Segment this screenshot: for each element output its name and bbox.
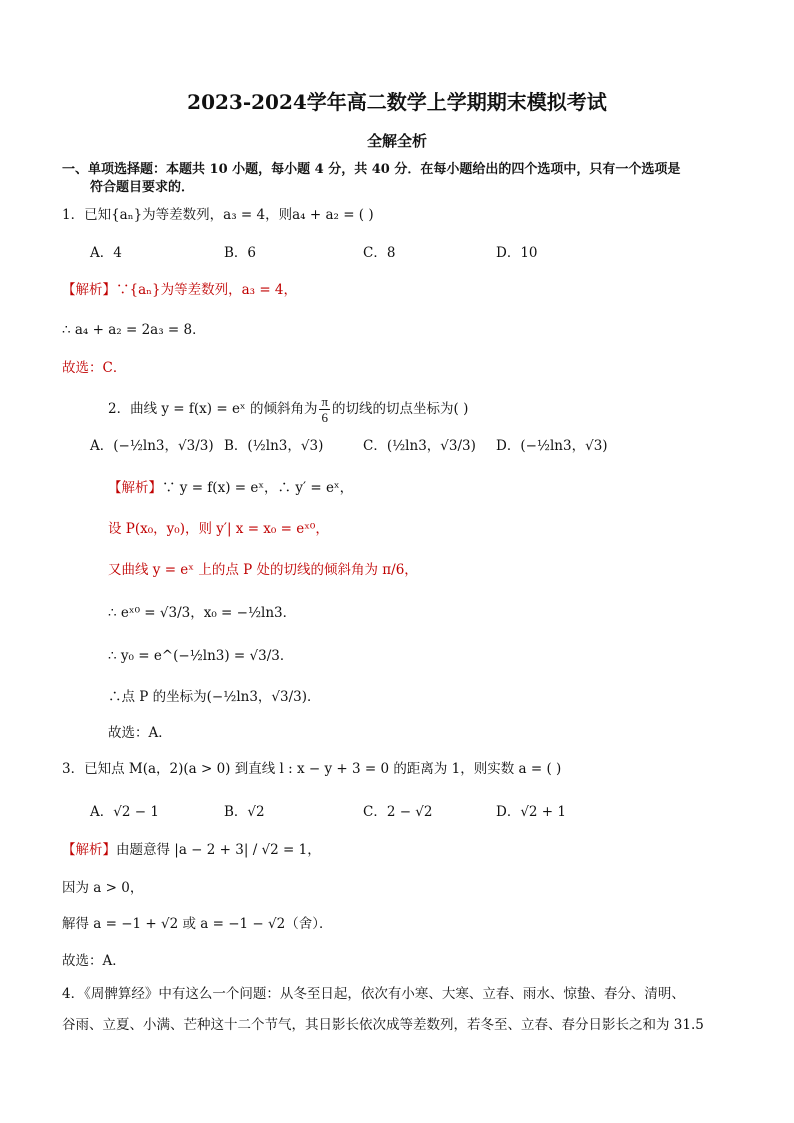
q3-option-d: D．√2 + 1 — [496, 804, 566, 820]
q2-line4: ∴ eˣ⁰ = √3/3，x₀ = −½ln3． — [108, 605, 297, 621]
q4-line2: 谷雨、立夏、小满、芒种这十二个节气，其日影长依次成等差数列，若冬至、立春、春分日影长之和为 31.5 — [62, 1017, 704, 1033]
q3-line3: 解得 a = −1 + √2 或 a = −1 − √2（舍）． — [62, 916, 333, 932]
fraction-numerator: π — [321, 394, 329, 409]
q2-stem-a: 2．曲线 y = f(x) = eˣ 的倾斜角为 — [108, 401, 318, 417]
q2-option-a: A．(−½ln3，√3/3) — [90, 438, 214, 454]
q1-option-c: C．8 — [363, 245, 396, 261]
analysis-text: ∵ y = f(x) = eˣ，∴ y′ = eˣ， — [162, 480, 354, 496]
page-title: 2023-2024学年高二数学上学期期末模拟考试 — [187, 90, 607, 114]
q3-option-a: A．√2 − 1 — [90, 804, 159, 820]
q2-answer: 故选：A． — [108, 725, 172, 741]
analysis-text: 由题意得 |a − 2 + 3| / √2 = 1， — [116, 842, 321, 858]
q3-option-b: B．√2 — [224, 804, 265, 820]
q2-stem-b: 的切线的切点坐标为( ) — [332, 401, 469, 417]
q1-option-b: B．6 — [224, 245, 257, 261]
q3-option-c: C．2 − √2 — [363, 804, 433, 820]
q2-analysis — [108, 479, 353, 497]
q1-answer: 故选：C． — [62, 360, 127, 376]
page-subtitle: 全解全析 — [366, 132, 427, 150]
q2-option-c: C．(½ln3，√3/3) — [363, 438, 476, 454]
q2-stem — [108, 394, 468, 425]
q1-stem: 1．已知{aₙ}为等差数列，a₃ = 4，则a₄ + a₂ = ( ) — [62, 207, 374, 223]
q1-analysis — [62, 281, 297, 299]
section-heading: 一、单项选择题：本题共 10 小题，每小题 4 分，共 40 分．在每小题给出的四个选项中，只有一个选项是 — [62, 162, 681, 177]
analysis-tag: 【解析】 — [108, 480, 162, 496]
q2-stem-fraction — [319, 394, 330, 425]
analysis-tag: 【解析】 — [62, 282, 116, 298]
q2-option-d: D．(−½ln3，√3) — [496, 438, 608, 454]
q2-line2: 设 P(x₀，y₀)，则 y′| x = x₀ = eˣ⁰， — [108, 521, 329, 537]
q3-stem: 3．已知点 M(a，2)(a > 0) 到直线 l : x − y + 3 = 0 的距离为 1，则实数 a = ( ) — [62, 761, 562, 777]
q3-analysis — [62, 841, 321, 859]
q1-option-d: D．10 — [496, 245, 538, 261]
q2-line6: ∴点 P 的坐标为(−½ln3，√3/3)． — [108, 689, 321, 705]
q3-answer: 故选：A． — [62, 953, 126, 969]
q1-option-a: A．4 — [90, 245, 122, 261]
analysis-tag: 【解析】 — [62, 842, 116, 858]
q4-line1: 4．《周髀算经》中有这么一个问题：从冬至日起，依次有小寒、大寒、立春、雨水、惊蛰、春分、清明、 — [62, 986, 685, 1002]
section-heading-cont: 符合题目要求的． — [90, 180, 195, 195]
analysis-text: ∵{aₙ}为等差数列，a₃ = 4， — [116, 282, 298, 298]
q2-option-b: B．(½ln3，√3) — [224, 438, 324, 454]
q2-line3: 又曲线 y = eˣ 上的点 P 处的切线的倾斜角为 π/6， — [108, 562, 418, 578]
q3-line2: 因为 a > 0， — [62, 880, 144, 896]
q1-line2: ∴ a₄ + a₂ = 2a₃ = 8． — [62, 322, 206, 338]
fraction-denominator: 6 — [321, 410, 328, 425]
q2-line5: ∴ y₀ = e^(−½ln3) = √3/3． — [108, 648, 294, 664]
